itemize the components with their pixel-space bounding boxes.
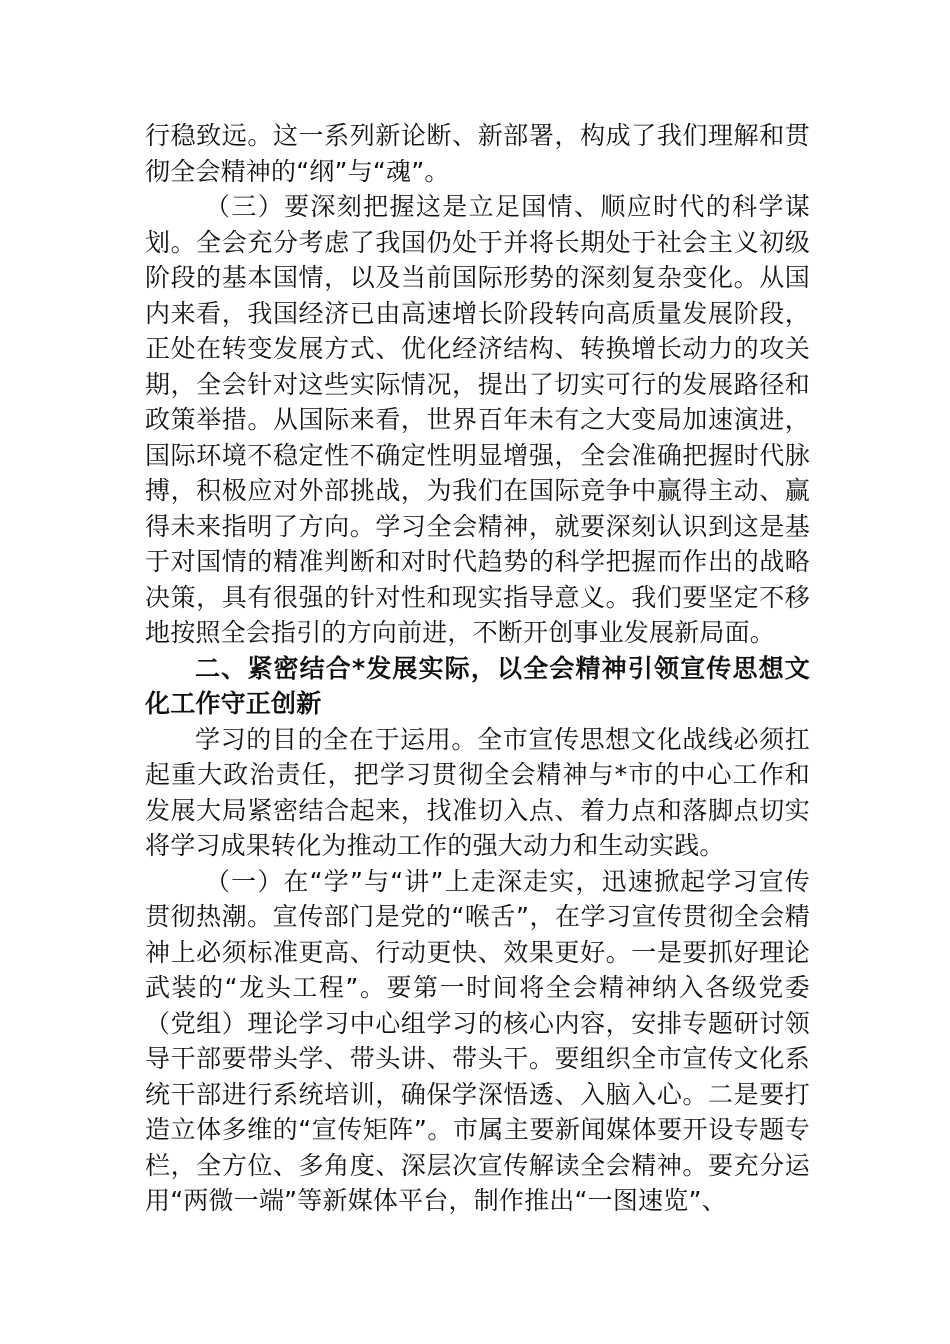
paragraph-subsection-one: （一）在“学”与“讲”上走深走实，迅速掀起学习宣传贯彻热潮。宣传部门是党的“喉舌”，在学习宣传贯彻全会精神上必须标准更高、行动更快、效果更好。一是要抓好理论武装的“龙头工程”。要第一时间将全会精神纳入各级党委（党组）理论学习中心组学习的核心内容，安排专题研讨领导干部要带头学、带头讲、带头干。要组织全市宣传文化系统干部进行系统培训，确保学深悟透、入脑入心。二是要打造立体多维的“宣传矩阵”。市属主要新闻媒体要开设专题专栏，全方位、多角度、深层次宣传解读全会精神。要充分运用“两微一端”等新媒体平台，制作推出“一图速览”、 (145, 866, 810, 1215)
document-body (145, 118, 810, 1219)
paragraph-section-three: （三）要深刻把握这是立足国情、顺应时代的科学谋划。全会充分考虑了我国仍处于并将长期处于社会主义初级阶段的基本国情，以及当前国际形势的深刻复杂变化。从国内来看，我国经济已由高速增长阶段转向高质量发展阶段，正处在转变发展方式、优化经济结构、转换增长动力的攻关期，全会针对这些实际情况，提出了切实可行的发展路径和政策举措。从国际来看，世界百年未有之大变局加速演进，国际环境不稳定性不确定性明显增强，全会准确把握时代脉搏，积极应对外部挑战，为我们在国际竞争中赢得主动、赢得未来指明了方向。学习全会精神，就要深刻认识到这是基于对国情的精准判断和对时代趋势的科学把握而作出的战略决策，具有很强的针对性和现实指导意义。我们要坚定不移地按照全会指引的方向前进，不断开创事业发展新局面。 (145, 192, 810, 647)
paragraph-intro-continuation: 行稳致远。这一系列新论断、新部署，构成了我们理解和贯彻全会精神的“纲”与“魂”。 (145, 121, 810, 186)
paragraph-purpose: 学习的目的全在于运用。全市宣传思想文化战线必须扛起重大政治责任，把学习贯彻全会精神与*市的中心工作和发展大局紧密结合起来，找准切入点、着力点和落脚点切实将学习成果转化为推动工作的强大动力和生动实践。 (145, 724, 810, 860)
section-heading-two: 二、紧密结合*发展实际，以全会精神引领宣传思想文化工作守正创新 (145, 653, 810, 718)
